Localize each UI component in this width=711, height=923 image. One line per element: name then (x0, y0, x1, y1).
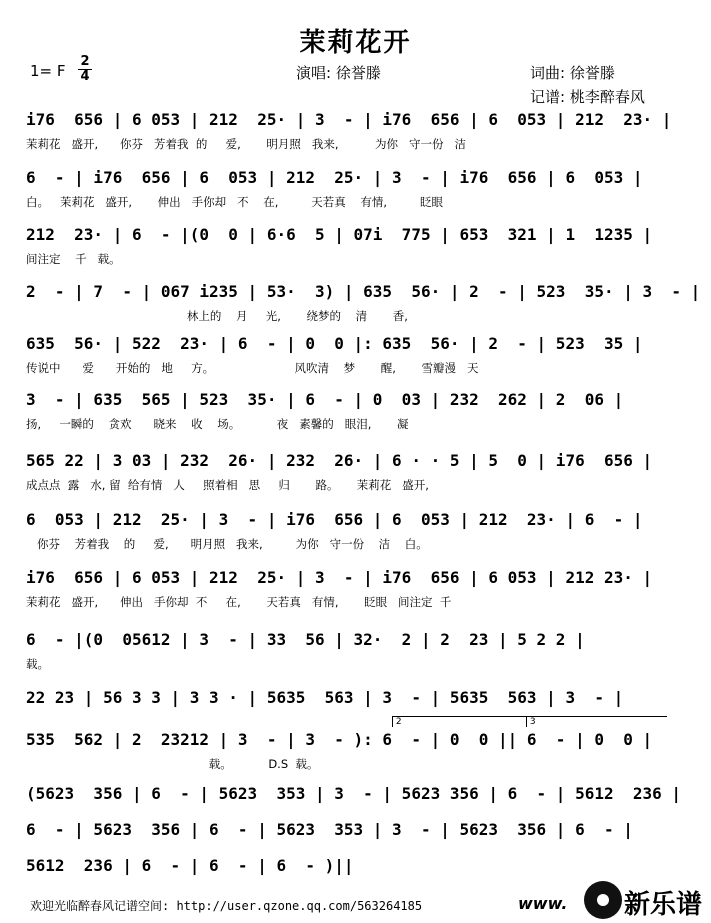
lyrics-line: 扬, 一瞬的 贪欢 晓来 收 场。 夜 素馨的 眼泪, 凝 (26, 417, 409, 431)
time-signature-top: 2 (80, 54, 90, 69)
notation-line: 5612 236 | 6 - | 6 - | 6 - )|| (26, 856, 354, 875)
notation-line: 6 - |(0 05612 | 3 - | 33 56 | 32· 2 | 2 23 | 5 2 2 | (26, 630, 585, 649)
lyrics-line: 载。 D.S 载。 (26, 757, 319, 771)
notation-line: 535 562 | 2 23212 | 3 - | 3 - ): 6 - | 0 0 || 6 - | 0 0 | (26, 730, 653, 749)
lyrics-line: 载。 (26, 657, 49, 671)
notation-line: 3 - | 635 565 | 523 35· | 6 - | 0 03 | 232 262 | 2 06 | (26, 390, 624, 409)
time-signature (78, 56, 92, 83)
record-logo-icon (584, 881, 622, 919)
key-signature: 1= F (30, 62, 66, 80)
volta-bracket-3: 3 (526, 716, 667, 727)
notation-line: 22 23 | 56 3 3 | 3 3 · | 5635 563 | 3 - | 5635 563 | 3 - | (26, 688, 624, 707)
volta-bracket-2: 2 (392, 716, 553, 727)
notation-line: 6 053 | 212 25· | 3 - | i76 656 | 6 053 | 212 23· | 6 - | (26, 510, 643, 529)
notation-line: 2 - | 7 - | 067 i235 | 53· 3) | 635 56· | 2 - | 523 35· | 3 - | (26, 282, 701, 301)
lyrics-line: 茉莉花 盛开, 伸出 手你却 不 在, 天若真 有情, 眨眼 间注定 千 (26, 595, 452, 609)
singer-credit: 演唱: 徐誉滕 (296, 64, 381, 82)
notation-line: 565 22 | 3 03 | 232 26· | 232 26· | 6 · · 5 | 5 0 | i76 656 | (26, 451, 653, 470)
lyrics-line: 你芬 芳着我 的 爱, 明月照 我来, 为你 守一份 洁 白。 (26, 537, 428, 551)
notation-line: 6 - | 5623 356 | 6 - | 5623 353 | 3 - | 5623 356 | 6 - | (26, 820, 633, 839)
notation-line: i76 656 | 6 053 | 212 25· | 3 - | i76 656 | 6 053 | 212 23· | (26, 568, 653, 587)
lyrics-line: 间注定 千 载。 (26, 252, 121, 266)
lyrics-line: 茉莉花 盛开, 你芬 芳着我 的 爱, 明月照 我来, 为你 守一份 洁 (26, 137, 466, 151)
lyrics-line: 传说中 爱 开始的 地 方。 风吹清 梦 醒, 雪瓣漫 天 (26, 361, 479, 375)
logo-text: 新乐谱 (624, 890, 703, 920)
notation-line: 212 23· | 6 - |(0 0 | 6·6 5 | 07i 775 | 653 321 | 1 1235 | (26, 225, 653, 244)
transcriber-credit: 记谱: 桃李醉春风 (530, 88, 645, 106)
notation-line: i76 656 | 6 053 | 212 25· | 3 - | i76 656 | 6 053 | 212 23· | (26, 110, 672, 129)
lyrics-line: 林上的 月 光, 绕梦的 清 香, (26, 309, 408, 323)
notation-line: (5623 356 | 6 - | 5623 353 | 3 - | 5623 356 | 6 - | 5612 236 | (26, 784, 682, 803)
song-title: 茉莉花开 (299, 28, 412, 58)
footer-text: 欢迎光临醉春风记谱空间: http://user.qzone.qq.com/563264185 (30, 899, 423, 913)
notation-line: 6 - | i76 656 | 6 053 | 212 25· | 3 - | i76 656 | 6 053 | (26, 168, 643, 187)
composer-credit: 词曲: 徐誉滕 (530, 64, 615, 82)
time-signature-bottom: 4 (80, 69, 90, 84)
notation-line: 635 56· | 522 23· | 6 - | 0 0 |: 635 56· | 2 - | 523 35 | (26, 334, 643, 353)
site-url: www. (518, 894, 568, 913)
lyrics-line: 白。 茉莉花 盛开, 伸出 手你却 不 在, 天若真 有情, 眨眼 (26, 195, 443, 209)
lyrics-line: 成点点 露 水, 留 给有情 人 照着相 思 归 路。 茉莉花 盛开, (26, 478, 429, 492)
